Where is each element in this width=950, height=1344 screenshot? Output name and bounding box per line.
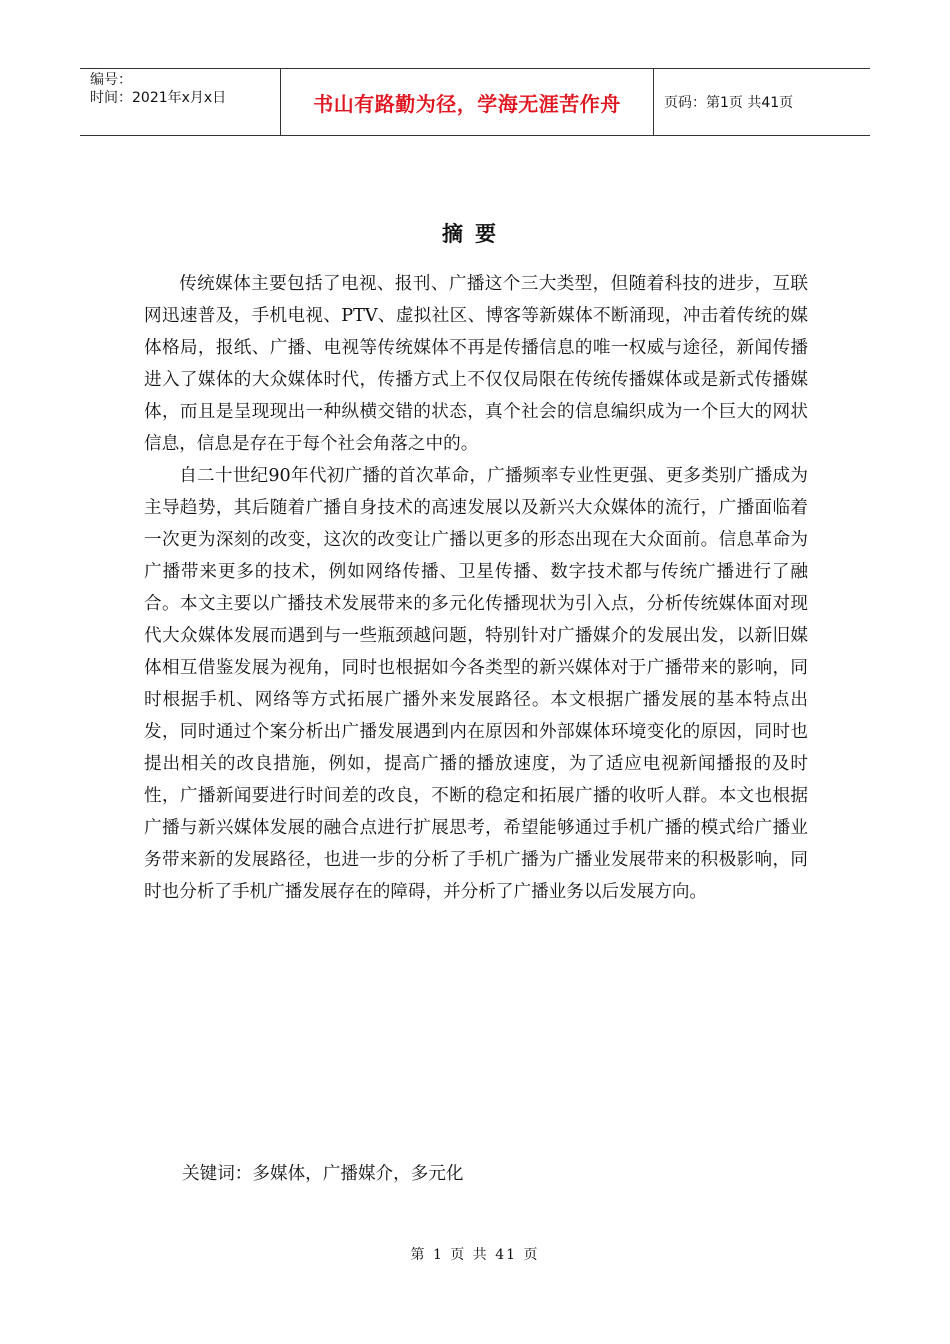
header-meta xyxy=(80,69,281,135)
abstract-paragraph: 传统媒体主要包括了电视、报刊、广播这个三大类型，但随着科技的进步，互联网迅速普及，手机电视、PTV、虚拟社区、博客等新媒体不断涌现，冲击着传统的媒体格局，报纸、广播、电视等传统媒体不再是传播信息的唯一权威与途径，新闻传播进入了媒体的大众媒体时代，传播方式上不仅仅局限在传统传播媒体或是新式传播媒体，而且是呈现现出一种纵横交错的状态，真个社会的信息编织成为一个巨大的网状信息，信息是存在于每个社会角落之中的。 xyxy=(144,274,808,454)
abstract-title: 摘要 xyxy=(442,222,508,246)
header-time-label: 时间：2021年x月x日 xyxy=(90,90,227,106)
abstract-body xyxy=(144,268,808,908)
keywords-line: 关键词：多媒体，广播媒介，多元化 xyxy=(182,1164,464,1184)
header-page-info: 页码：第1页 共41页 xyxy=(664,95,794,111)
header-motto: 书山有路勤为径，学海无涯苦作舟 xyxy=(281,69,654,135)
page-footer: 第 1 页 共 41 页 xyxy=(410,1247,540,1263)
document-header xyxy=(80,68,870,136)
header-number-label: 编号： xyxy=(90,72,132,88)
abstract-paragraph: 自二十世纪90年代初广播的首次革命，广播频率专业性更强、更多类别广播成为主导趋势，其后随着广播自身技术的高速发展以及新兴大众媒体的流行，广播面临着一次更为深刻的改变，这次的改变让广播以更多的形态出现在大众面前。信息革命为广播带来更多的技术，例如网络传播、卫星传播、数字技术都与传统广播进行了融合。本文主要以广播技术发展带来的多元化传播现状为引入点，分析传统媒体面对现代大众媒体发展而遇到与一些瓶颈越问题，特别针对广播媒介的发展出发，以新旧媒体相互借鉴发展为视角，同时也根据如今各类型的新兴媒体对于广播带来的影响，同时根据手机、网络等方式拓展广播外来发展路径。本文根据广播发展的基本特点出发，同时通过个案分析出广播发展遇到内在原因和外部媒体环境变化的原因，同时也提出相关的改良措施，例如，提高广播的播放速度，为了适应电视新闻播报的及时性，广播新闻要进行时间差的改良，不断的稳定和拓展广播的收听人群。本文也根据广播与新兴媒体发展的融合点进行扩展思考，希望能够通过手机广播的模式给广播业务带来新的发展路径，也进一步的分析了手机广播为广播业发展带来的积极影响，同时也分析了手机广播发展存在的障碍，并分析了广播业务以后发展方向。 xyxy=(144,466,808,902)
